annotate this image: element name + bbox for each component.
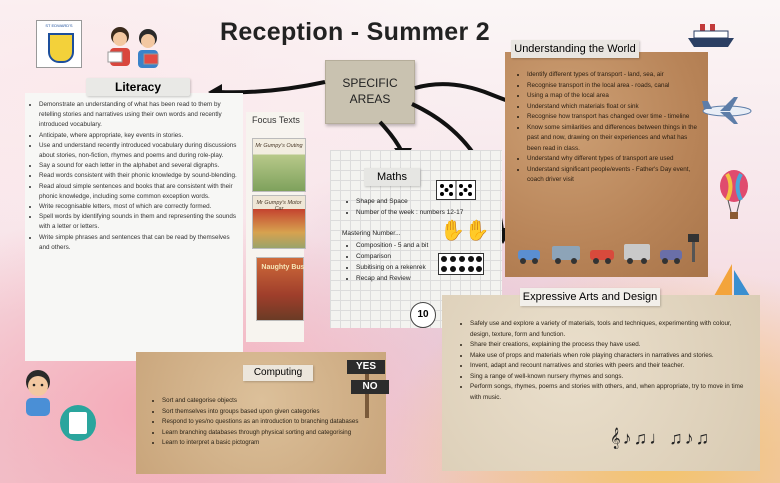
list-item: • Recognise how transport has changed over time - timeline (527, 112, 702, 123)
shield-icon (48, 33, 74, 63)
hot-air-balloon-icon (718, 170, 750, 222)
notepad-icon (69, 412, 87, 434)
list-item: • Make use of props and materials when role playing characters in narratives and stories. (470, 351, 752, 362)
list-item: • Composition - 5 and a bit (356, 240, 428, 251)
list-item: • Sing a range of well-known nursery rhymes and songs. (470, 372, 752, 383)
book-cover (256, 257, 304, 321)
list-item: • Sort themselves into groups based upon given categories (162, 407, 378, 418)
list-item: • Respond to yes/no questions as an introduction to branching databases (162, 417, 378, 428)
list-item: • Sort and categorise objects (162, 396, 378, 407)
expressive-arts-list (442, 295, 760, 403)
list-item: • Read words consistent with their phonic knowledge by sound-blending. (39, 171, 237, 181)
list-item: • Number of the week : numbers 12-17 (356, 207, 463, 218)
list-item: • Write recognisable letters, most of which are correctly formed. (39, 202, 237, 212)
book-title: Mr Gumpy's Motor Car (256, 200, 302, 212)
list-item: • Demonstrate an understanding of what has been read to them by retelling stories and narratives using their own words and recently introduced vocabulary. (39, 100, 237, 131)
aeroplane-icon (700, 95, 754, 125)
dice-dots-icon (436, 180, 476, 200)
maths-heading: Maths (364, 168, 420, 186)
list-item: • Subitising on a rekenrek (356, 262, 428, 273)
yes-no-signpost (345, 358, 389, 418)
understanding-world-heading: Understanding the World (511, 40, 639, 58)
computing-heading: Computing (243, 365, 313, 381)
no-sign: NO (351, 380, 389, 394)
book-title: Mr Gumpy's Outing (255, 143, 303, 149)
logo-text: ST EDWARD'S (45, 23, 73, 28)
literacy-list (25, 93, 243, 253)
vehicles-illustration (512, 230, 706, 268)
school-logo (36, 20, 82, 68)
yes-sign: YES (347, 360, 385, 374)
list-item: • Invent, adapt and recount narratives and stories with peers and their teacher. (470, 361, 752, 372)
literacy-panel (25, 93, 243, 361)
specific-areas-line1: SPECIFIC (342, 76, 398, 90)
list-item: • Know some similarities and differences between things in the past and now, drawing on their experiences and what has been read in class. (527, 123, 702, 155)
book-cover (252, 138, 306, 192)
list-item: • Read aloud simple sentences and books that are consistent with their phonic knowledge, including some common exception words. (39, 182, 237, 202)
list-item: • Understand which materials float or sink (527, 102, 702, 113)
list-item: • Understand why different types of transport are used (527, 154, 702, 165)
expressive-arts-panel (442, 295, 760, 471)
music-notes-icon: 𝄞♪♫♩♫♪♫ (610, 428, 712, 448)
list-item: • Recap and Review (356, 273, 428, 284)
list-item: • Understand significant people/events - Father's Day event, coach driver visit (527, 165, 702, 186)
list-item: • Say a sound for each letter in the alphabet and several digraphs. (39, 161, 237, 171)
maths-sub-list (346, 240, 428, 284)
list-item: • Using a map of the local area (527, 91, 702, 102)
focus-texts-label: Focus Texts (252, 115, 300, 125)
list-item: • Safely use and explore a variety of materials, tools and techniques, experimenting with colour, design, texture, form and function. (470, 319, 752, 340)
list-item: • Recognise transport in the local area - roads, canal (527, 81, 702, 92)
list-item: • Comparison (356, 251, 428, 262)
counting-hands-icon: ✋✋ (440, 220, 490, 242)
understanding-world-list (505, 52, 708, 186)
maths-subheading: Mastering Number... (342, 230, 401, 237)
book-cover (252, 195, 306, 249)
specific-areas-line2: AREAS (349, 92, 391, 106)
list-item: • Perform songs, rhymes, poems and stories with others, and, when appropriate, try to move in time with music. (470, 382, 752, 403)
list-item: • Write simple phrases and sentences that can be read by themselves and others. (39, 233, 237, 253)
ten-frame-icon (438, 253, 484, 275)
list-item: • Learn to interpret a basic pictogram (162, 438, 378, 449)
list-item: • Spell words by identifying sounds in them and representing the sounds with a letter or letters. (39, 212, 237, 232)
page-title: Reception - Summer 2 (220, 18, 490, 46)
list-item: • Shape and Space (356, 196, 463, 207)
book-title: Naughty Bus (261, 264, 305, 271)
number-badge: 10 (410, 302, 436, 328)
literacy-heading: Literacy (86, 78, 190, 96)
reading-children-icon (100, 22, 170, 74)
ship-icon (686, 22, 736, 48)
boy-icon (18, 368, 58, 418)
list-item: • Identify different types of transport - land, sea, air (527, 70, 702, 81)
expressive-arts-heading: Expressive Arts and Design (520, 288, 660, 306)
list-item: • Learn branching databases through physical sorting and categorising (162, 428, 378, 439)
list-item: • Share their creations, explaining the process they have used. (470, 340, 752, 351)
list-item: • Use and understand recently introduced vocabulary during discussions about stories, non-fiction, rhymes and poems and during role-play. (39, 141, 237, 161)
whiteboard-icon (60, 405, 96, 441)
list-item: • Anticipate, where appropriate, key events in stories. (39, 131, 237, 141)
